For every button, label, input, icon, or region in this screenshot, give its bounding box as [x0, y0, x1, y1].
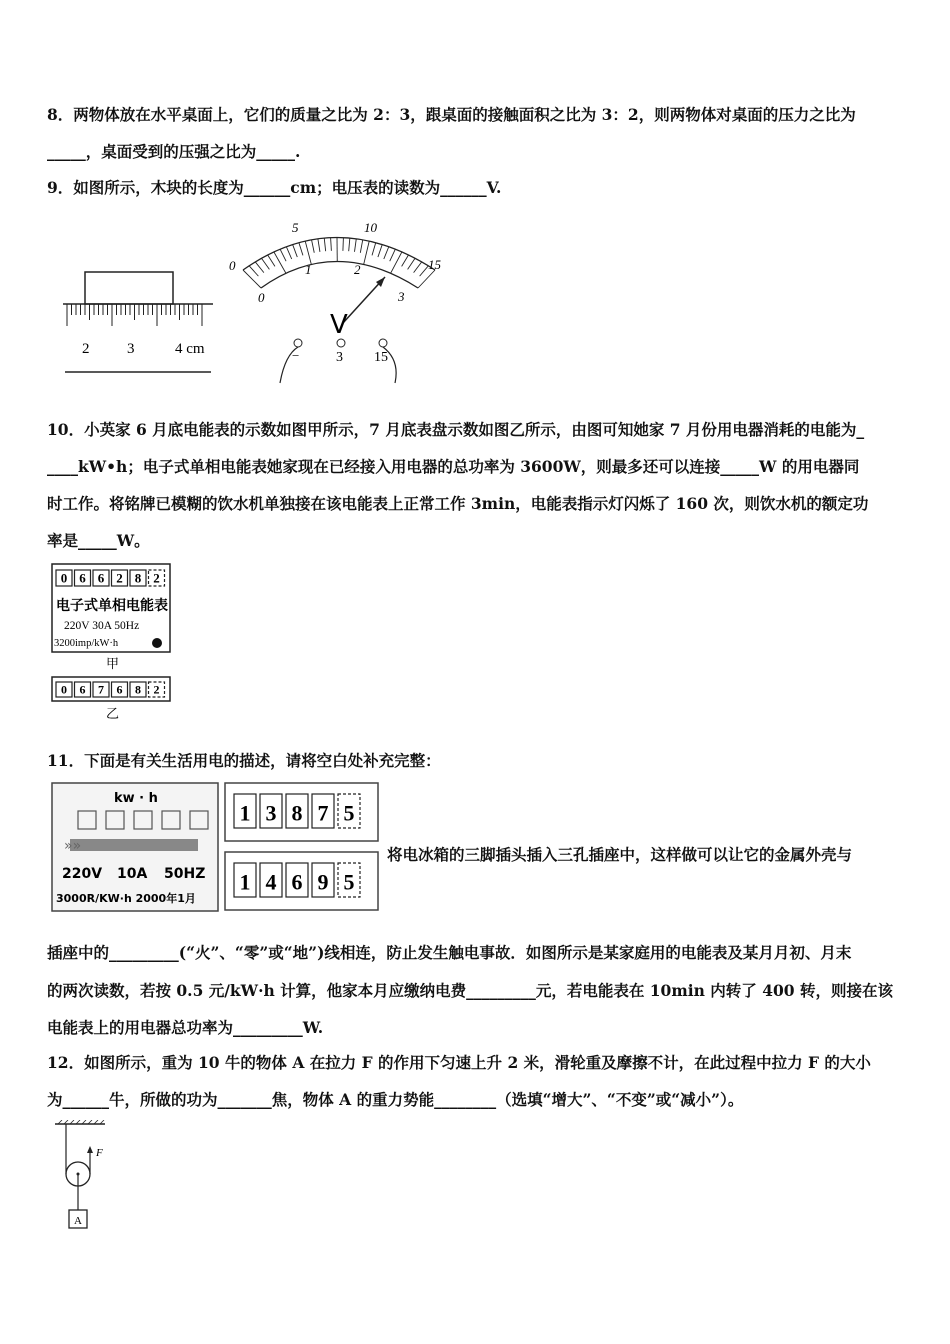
svg-text:»»: »»	[64, 838, 82, 854]
reading-start-digit: 3	[265, 800, 277, 826]
q10-line1: 10．小英家 6 月底电能表的示数如图甲所示，7 月底表盘示数如图乙所示，由图可知她家 7 月份用电器消耗的电能为_	[47, 420, 865, 439]
ruler-label-3: 3	[127, 341, 135, 357]
q12-line1: 12．如图所示，重为 10 牛的物体 A 在拉力 F 的作用下匀速上升 2 米，滑轮重及摩擦不计，在此过程中拉力 F 的大小	[47, 1053, 871, 1072]
jia-digit: 6	[79, 570, 86, 586]
q11-spec3: 50HZ	[164, 866, 206, 882]
force-label: F	[96, 1147, 103, 1159]
q11-spec2: 10A	[117, 866, 148, 882]
force-arrow	[87, 1146, 93, 1153]
jia-digit: 2	[153, 570, 160, 586]
reading-end-digit: 6	[291, 869, 303, 895]
ruler-figure	[55, 270, 225, 380]
q11-unit: kw · h	[114, 791, 158, 806]
jia-title: 电子式单相电能表	[56, 598, 168, 614]
top-scale-15: 15	[428, 257, 441, 272]
q10-line4: 率是_____W。	[47, 531, 150, 550]
terminal-minus: −	[292, 348, 300, 363]
reading-end-digit: 9	[317, 869, 329, 895]
q11-side-text: 将电冰箱的三脚插头插入三孔插座中，这样做可以让它的金属外壳与	[387, 845, 853, 864]
energy-meter-jia	[50, 562, 180, 722]
q11-line1: 11．下面是有关生活用电的描述，请将空白处补充完整：	[47, 751, 441, 770]
reading-start-digit: 7	[317, 800, 329, 826]
yi-digit: 6	[79, 682, 86, 697]
q11-line2: 插座中的_________(“火”、“零”或“地”)线相连，防止发生触电事故．如图所示是某家庭用的电能表及某月月初、月末	[47, 943, 852, 962]
jia-indicator-light	[152, 638, 162, 648]
terminal-3: 3	[336, 350, 343, 365]
bottom-scale-0: 0	[258, 290, 265, 305]
voltmeter-symbol: V	[330, 310, 348, 340]
pulley-figure	[50, 1120, 120, 1235]
reading-end-digit: 5	[343, 869, 355, 895]
q8-line1: 8．两物体放在水平桌面上，它们的质量之比为 2：3，跟桌面的接触面积之比为 3：2，则两物体对桌面的压力之比为	[47, 105, 856, 124]
terminal-15: 15	[374, 350, 388, 365]
ruler-label-2: 2	[82, 341, 90, 357]
wood-block	[85, 272, 173, 304]
q8-line2: _____，桌面受到的压强之比为_____.	[47, 142, 301, 161]
q10-line2: ____kW•h；电子式单相电能表她家现在已经接入用电器的总功率为 3600W，则最多还可以连接_____W 的用电器同	[47, 457, 860, 476]
yi-digit: 0	[61, 682, 67, 697]
q10-line3: 时工作。将铭牌已模糊的饮水机单独接在该电能表上正常工作 3min，电能表指示灯闪烁了 160 次，则饮水机的额定功	[47, 494, 869, 513]
block-label: A	[74, 1215, 82, 1227]
q11-line4: 电能表上的用电器总功率为_________W.	[47, 1018, 324, 1037]
yi-digit: 7	[98, 682, 104, 697]
bottom-scale-1: 1	[305, 262, 312, 277]
reading-start-digit: 5	[343, 800, 355, 826]
jia-digit: 8	[134, 570, 142, 586]
q11-meter-figure	[50, 782, 380, 914]
voltmeter-figure	[225, 215, 455, 390]
q9-line1: 9．如图所示，木块的长度为______cm；电压表的读数为______V.	[47, 178, 502, 197]
yi-digit: 8	[135, 682, 141, 697]
bottom-scale-2: 2	[354, 262, 361, 277]
q11-spec1: 220V	[62, 866, 103, 882]
q11-constant: 3000R/KW·h 2000年1月	[56, 892, 196, 905]
reading-end-digit: 4	[265, 869, 277, 895]
reading-start-digit: 8	[291, 800, 303, 826]
top-scale-0: 0	[229, 258, 236, 273]
q11-line3: 的两次读数，若按 0.5 元/kW·h 计算，他家本月应缴纳电费_________元，若电能表在 10min 内转了 400 转，则接在该	[47, 981, 893, 1000]
jia-label: 甲	[106, 657, 120, 672]
jia-constant: 3200imp/kW·h	[54, 638, 119, 649]
jia-digit: 0	[60, 570, 68, 586]
rotating-disc	[70, 839, 198, 851]
jia-spec: 220V 30A 50Hz	[64, 620, 140, 632]
top-scale-10: 10	[364, 220, 377, 235]
reading-start-digit: 1	[239, 800, 251, 826]
yi-digit: 2	[153, 682, 160, 697]
jia-digit: 2	[116, 570, 123, 586]
reading-end-digit: 1	[239, 869, 251, 895]
q12-line2: 为______牛，所做的功为_______焦，物体 A 的重力势能________（选填“增大”、“不变”或“减小”）。	[47, 1090, 744, 1109]
ruler-label-4cm: 4 cm	[175, 341, 205, 357]
yi-label: 乙	[106, 707, 120, 722]
jia-digit: 6	[97, 570, 105, 586]
yi-digit: 6	[116, 682, 123, 697]
bottom-scale-3: 3	[398, 289, 405, 304]
top-scale-5: 5	[292, 220, 299, 235]
